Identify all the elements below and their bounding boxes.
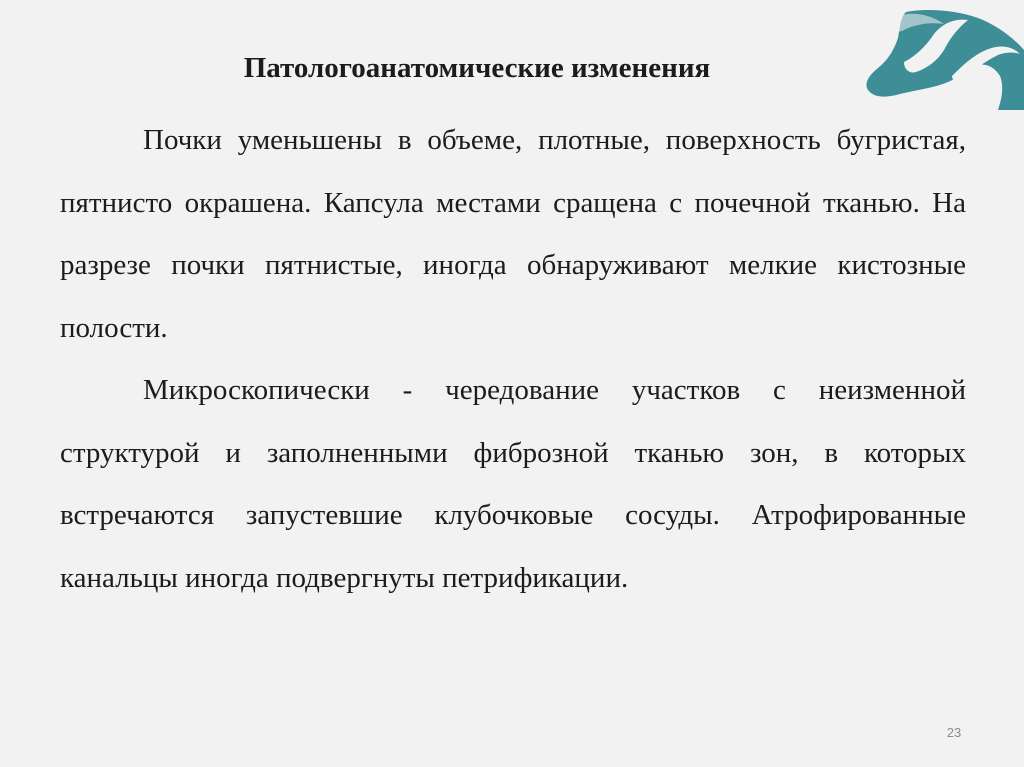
slide-title: Патологоанатомические изменения <box>243 52 711 84</box>
page-number: 23 <box>946 725 962 740</box>
paragraph-macroscopic: Почки уменьшены в объеме, плотные, поверхность бугристая, пятнисто окрашена. Капсула местами сращена с почечной тканью. На разрезе почки пятнистые, иногда обнаруживают мелкие кистозные полости. <box>60 124 966 344</box>
slide-body <box>60 109 966 609</box>
paragraph-microscopic: Микроскопически - чередование участков с неизменной структурой и заполненными фиброзной тканью зон, в которых встречаются запустевшие клубочковые сосуды. Атрофированные канальцы иногда подвергнуты петрификации. <box>60 374 966 594</box>
